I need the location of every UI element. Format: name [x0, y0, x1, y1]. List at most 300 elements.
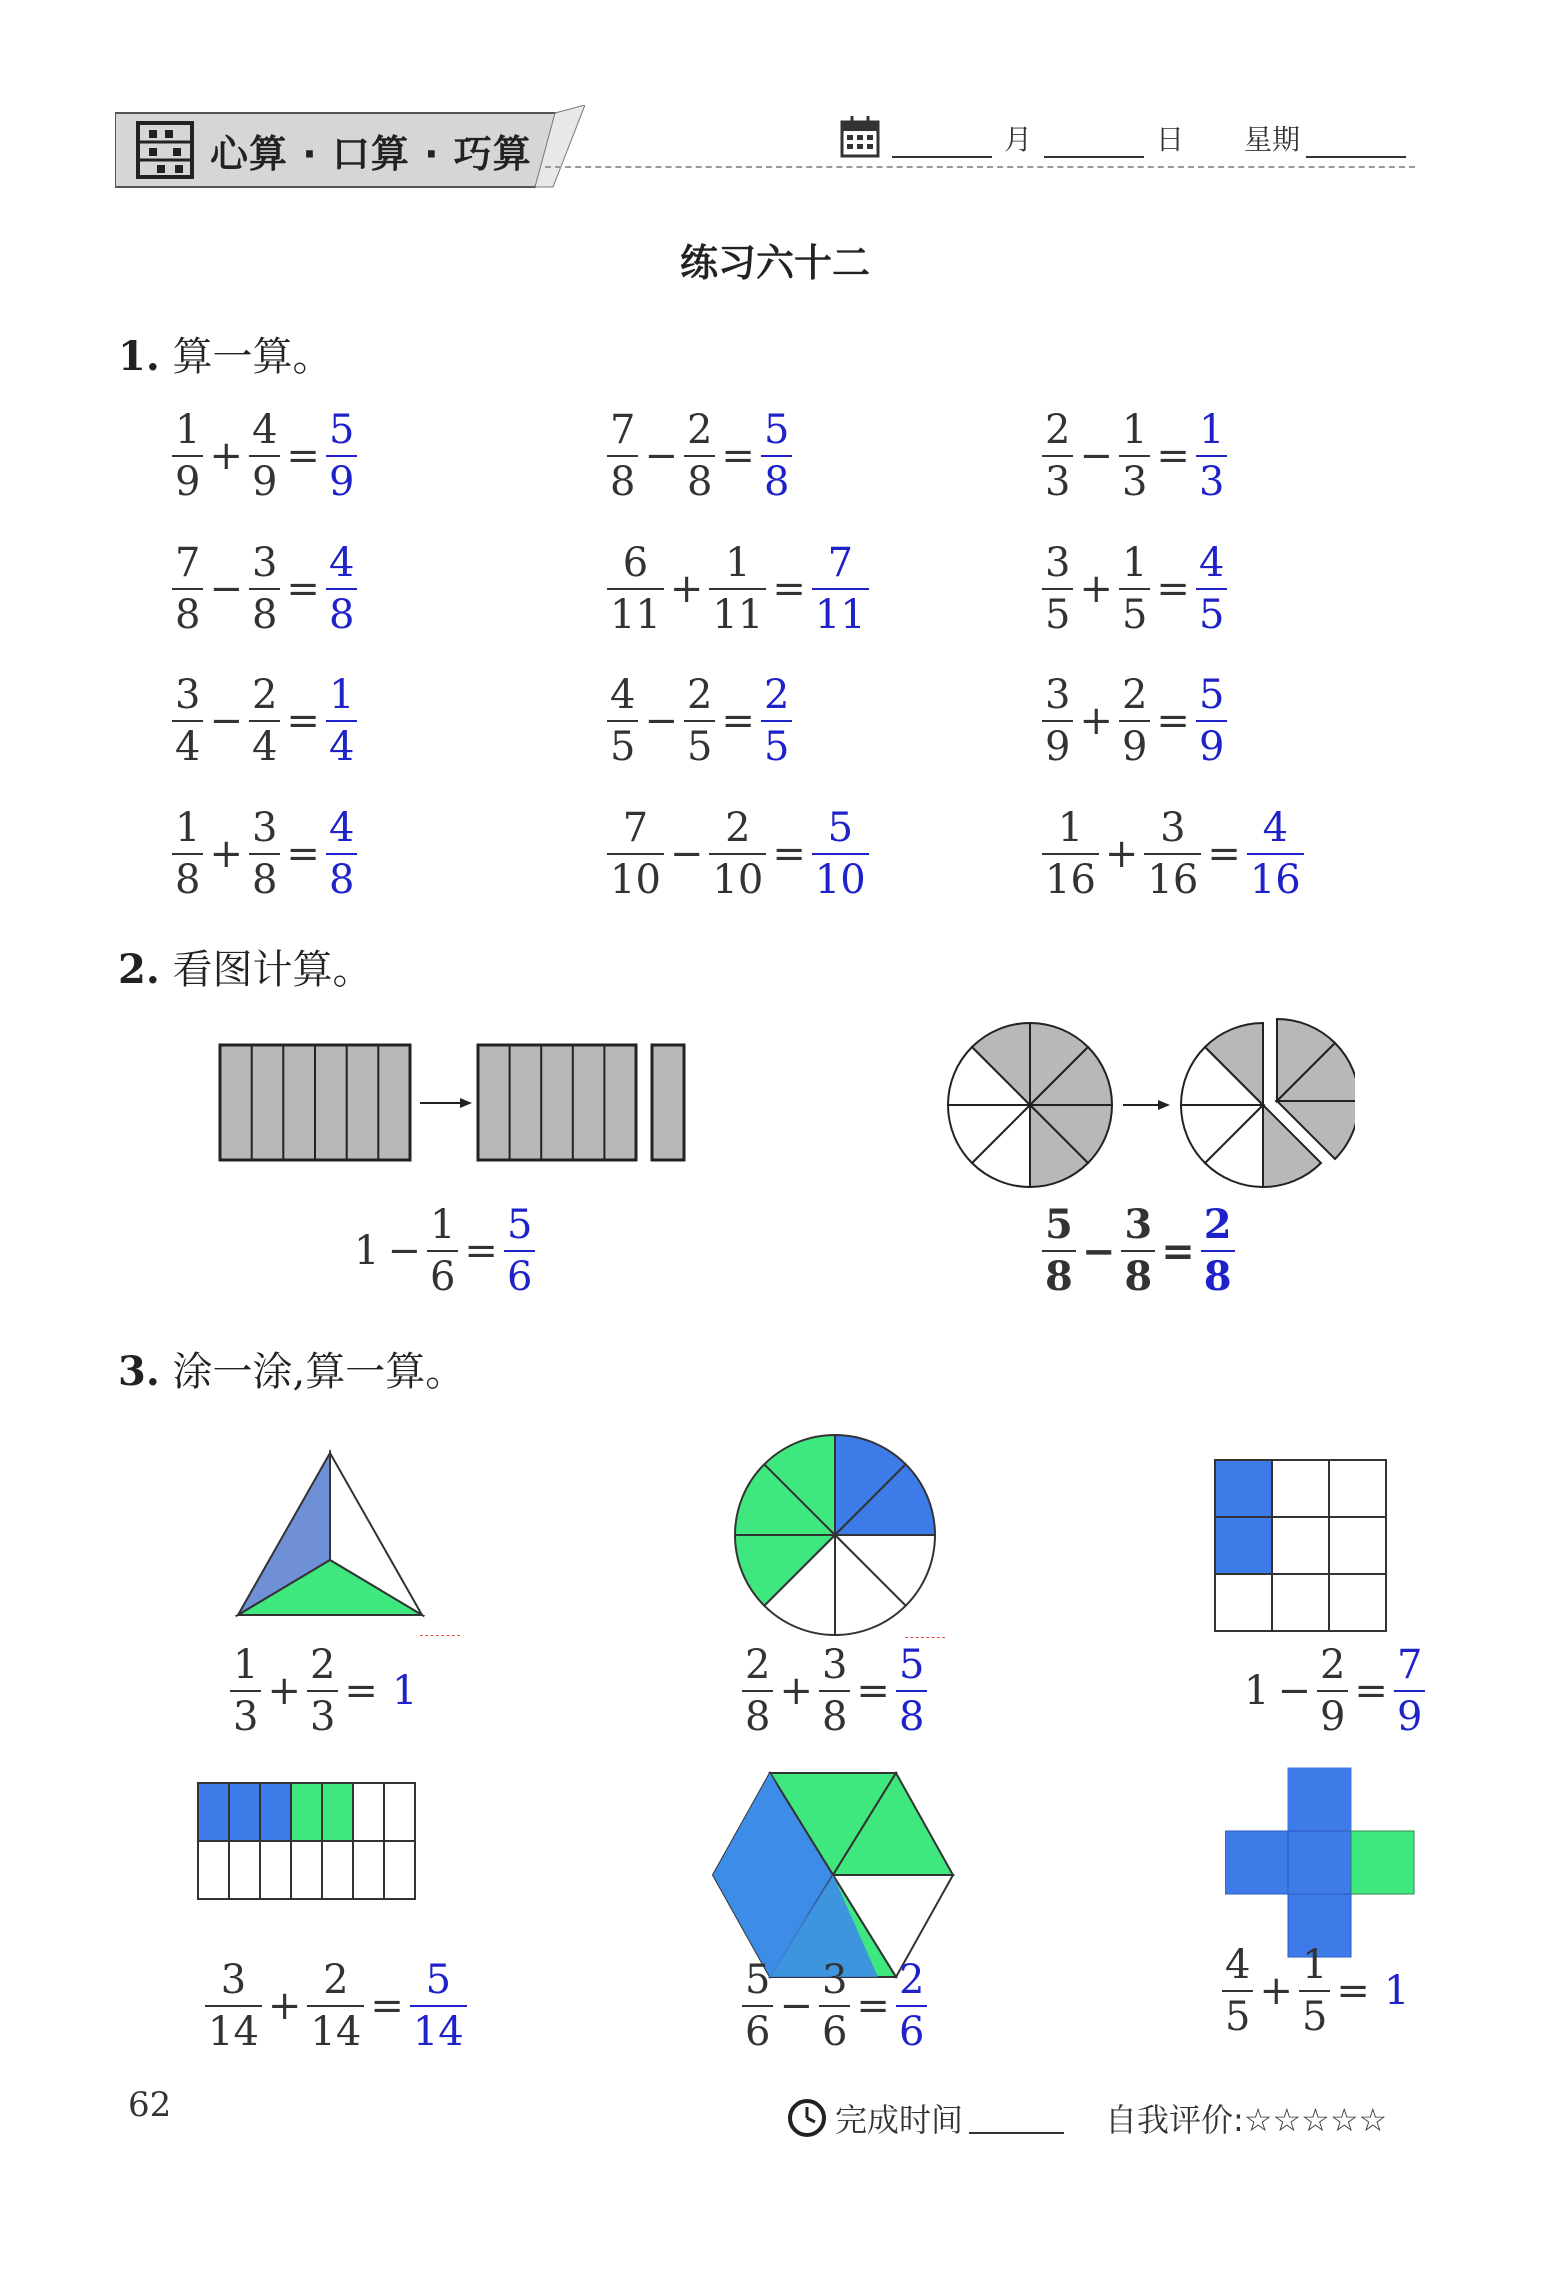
answer-fraction: [326, 540, 357, 638]
equals-sign: =: [286, 566, 320, 612]
fraction: [1042, 407, 1073, 505]
denominator: 8: [763, 459, 790, 505]
exercise-item: [605, 805, 871, 903]
fraction: [427, 1202, 458, 1300]
fraction-bar: [326, 853, 357, 855]
denominator: 9: [1198, 724, 1225, 770]
fraction: [607, 407, 638, 505]
equals-sign: =: [856, 1668, 890, 1714]
equals-sign: =: [1207, 831, 1241, 877]
numerator: 2: [898, 1957, 925, 2003]
exercise-item: [1040, 407, 1229, 505]
fraction-bar: [1042, 588, 1073, 590]
day-blank[interactable]: [1044, 120, 1144, 158]
exercise-item: [170, 407, 359, 505]
fraction: [819, 1642, 850, 1740]
answer-fraction: [761, 407, 792, 505]
triangle-thirds: [230, 1445, 430, 1625]
numerator: 7: [827, 540, 854, 586]
numerator: 1: [175, 805, 201, 851]
abacus-icon: [135, 120, 195, 180]
fraction-bar: [1119, 455, 1150, 457]
grid-cell: [353, 1841, 384, 1899]
section3-equation-5: [740, 1957, 929, 2055]
equals-sign: =: [856, 1983, 890, 2029]
time-blank[interactable]: [969, 2102, 1064, 2134]
equals-sign: =: [772, 831, 806, 877]
denominator: 9: [1121, 724, 1148, 770]
operator: +: [267, 1983, 302, 2029]
fraction-bar: [1196, 455, 1227, 457]
grid-cell: [322, 1841, 353, 1899]
fraction-bar: [812, 853, 869, 855]
denominator: 9: [328, 459, 355, 505]
exercise-item: [170, 805, 359, 903]
denominator: 6: [821, 2009, 848, 2055]
exercise-item: [1040, 672, 1229, 770]
fraction: [742, 1642, 773, 1740]
bar-five-sixths: [478, 1045, 636, 1160]
fraction-bar: [1144, 853, 1201, 855]
denominator: 4: [175, 724, 201, 770]
denominator: 14: [412, 2009, 464, 2055]
section3-equation-1: [228, 1642, 418, 1740]
numerator: 7: [1396, 1642, 1423, 1688]
denominator: 11: [814, 592, 866, 638]
numerator: 2: [763, 672, 790, 718]
denominator: 6: [429, 1254, 456, 1300]
denominator: 9: [1045, 724, 1071, 770]
fraction-bar: [307, 1690, 338, 1692]
section1-heading: [118, 325, 332, 382]
grid-cell: [291, 1841, 322, 1899]
fraction-bar: [1196, 720, 1227, 722]
exercise-item: [1040, 540, 1229, 638]
answer-fraction: [761, 672, 792, 770]
operator: +: [209, 831, 243, 877]
banner-title: 心算 · 口算 · 巧算: [210, 132, 532, 176]
fraction: [249, 805, 280, 903]
exercise-item: [170, 672, 359, 770]
denominator: 16: [1147, 857, 1199, 903]
equals-sign: =: [1156, 566, 1190, 612]
section2-number: 2.: [118, 946, 160, 993]
answer-fraction: [326, 805, 357, 903]
grid-cell: [260, 1841, 291, 1899]
answer-fraction: [812, 805, 869, 903]
operator: −: [1079, 433, 1113, 479]
denominator: 4: [251, 724, 278, 770]
page-title: 练习六十二: [679, 241, 870, 285]
page-number-text: 62: [128, 2085, 172, 2125]
exercise-item: [605, 407, 794, 505]
hexagon-sixths: [708, 1765, 958, 1980]
numerator: 2: [1319, 1642, 1346, 1688]
denominator: 9: [175, 459, 201, 505]
numerator: 5: [1198, 672, 1225, 718]
operator: −: [387, 1228, 421, 1274]
equals-sign: =: [1354, 1668, 1388, 1714]
fraction-bar: [1196, 588, 1227, 590]
fraction-bar: [742, 1690, 773, 1692]
equals-sign: =: [464, 1228, 498, 1274]
fraction: [1119, 407, 1150, 505]
numerator: 3: [251, 540, 278, 586]
fraction-bar: [607, 588, 664, 590]
fraction: [684, 672, 715, 770]
section3-heading: [118, 1340, 465, 1397]
numerator: 7: [622, 805, 649, 851]
star-rating[interactable]: ☆☆☆☆☆: [1243, 2101, 1388, 2139]
denominator: 3: [309, 1694, 336, 1740]
fraction: [230, 1642, 261, 1740]
operator: −: [779, 1983, 813, 2029]
fraction-bar: [427, 1250, 458, 1252]
denominator: 8: [745, 1694, 771, 1740]
fraction-bar: [819, 2005, 850, 2007]
numerator: 5: [328, 407, 355, 453]
clock-icon: [785, 2096, 829, 2140]
fraction: [1299, 1942, 1330, 2040]
fraction-bar: [896, 1690, 927, 1692]
fraction-bar: [1317, 1690, 1348, 1692]
equals-sign: =: [286, 831, 320, 877]
circle-shaded: [725, 1425, 945, 1645]
numerator: 5: [763, 407, 790, 453]
fraction-bar: [1394, 1690, 1425, 1692]
fraction-bar: [684, 720, 715, 722]
denominator: 8: [821, 1694, 848, 1740]
fraction-bar: [1299, 1990, 1330, 1992]
denominator: 9: [251, 459, 278, 505]
grid-cell: [1329, 1460, 1386, 1517]
grid-cell: [291, 1783, 322, 1841]
fraction: [307, 1957, 364, 2055]
denominator: 4: [328, 724, 355, 770]
numerator: 6: [622, 540, 649, 586]
numerator: 3: [821, 1957, 848, 2003]
fraction-bar: [307, 2005, 364, 2007]
fraction: [1317, 1642, 1348, 1740]
numerator: 3: [251, 805, 278, 851]
fraction-bar: [607, 455, 638, 457]
denominator: 10: [712, 857, 764, 903]
time-label: 完成时间: [835, 2101, 964, 2139]
fraction-bar: [230, 1690, 261, 1692]
fraction-bar: [326, 588, 357, 590]
cross-fifths: [1225, 1760, 1425, 1960]
fraction: [1042, 805, 1099, 903]
denominator: 8: [251, 592, 278, 638]
answer-value: 1: [1383, 1968, 1410, 2014]
numerator: 1: [429, 1202, 456, 1248]
denominator: 8: [175, 592, 201, 638]
grid-cell: [198, 1783, 229, 1841]
numerator: 1: [1121, 407, 1148, 453]
grid-cell: [384, 1841, 415, 1899]
numerator: 3: [175, 672, 201, 718]
section2-equation-right: [1040, 1201, 1237, 1300]
section3-equation-2: [740, 1642, 929, 1740]
answer-fraction: [326, 407, 357, 505]
exercise-item: [605, 672, 794, 770]
fraction: [249, 407, 280, 505]
denominator: 8: [328, 592, 355, 638]
self-evaluation: [1105, 2095, 1387, 2141]
answer-value: 1: [391, 1668, 418, 1714]
answer-fraction: [896, 1957, 927, 2055]
denominator: 8: [251, 857, 278, 903]
answer-fraction: [1201, 1201, 1235, 1300]
numerator: 1: [1121, 540, 1148, 586]
numerator: 3: [1045, 540, 1071, 586]
numerator: 2: [686, 672, 713, 718]
equals-sign: =: [344, 1668, 378, 1714]
fraction-bar: [172, 455, 203, 457]
grid-cell: [1272, 1460, 1329, 1517]
numerator: 2: [1203, 1201, 1232, 1248]
fraction: [1144, 805, 1201, 903]
day-label: 日: [1156, 123, 1185, 156]
operator: −: [1081, 1227, 1116, 1275]
fraction: [607, 540, 664, 638]
numerator: 5: [425, 1957, 452, 2003]
circle-diagram: [945, 1015, 1355, 1195]
operator: −: [209, 566, 243, 612]
grid-cell: [1272, 1517, 1329, 1574]
fraction: [307, 1642, 338, 1740]
denominator: 6: [506, 1254, 533, 1300]
numerator: 2: [1045, 407, 1071, 453]
grid-cell: [260, 1783, 291, 1841]
numerator: 5: [898, 1642, 925, 1688]
numerator: 1: [328, 672, 355, 718]
grid-cell: [229, 1783, 260, 1841]
equals-sign: =: [1156, 698, 1190, 744]
section3-equation-4: [203, 1957, 469, 2055]
answer-fraction: [1196, 672, 1227, 770]
fraction: [709, 805, 766, 903]
fraction-bar: [249, 853, 280, 855]
fraction: [742, 1957, 773, 2055]
fraction-bar: [1042, 455, 1073, 457]
denominator: 16: [1045, 857, 1096, 903]
denominator: 8: [686, 459, 713, 505]
fraction: [1119, 672, 1150, 770]
numerator: 4: [328, 540, 355, 586]
numerator: 2: [309, 1642, 336, 1688]
fraction-bar: [1201, 1250, 1235, 1252]
exercise-item: [605, 540, 871, 638]
fraction: [205, 1957, 262, 2055]
denominator: 5: [1225, 1994, 1251, 2040]
fraction-bar: [326, 720, 357, 722]
section3-equation-3: [1240, 1642, 1427, 1740]
date-fields: [840, 108, 1406, 158]
operator: −: [1277, 1668, 1311, 1714]
numerator: 4: [1262, 805, 1289, 851]
section2-equation-left: [350, 1202, 537, 1300]
grid-cell: [1215, 1460, 1272, 1517]
grid-cell: [384, 1783, 415, 1841]
denominator: 8: [610, 459, 636, 505]
month-blank[interactable]: [892, 120, 992, 158]
grid-cell: [353, 1783, 384, 1841]
fraction-bar: [607, 720, 638, 722]
operator: +: [267, 1668, 301, 1714]
answer-fraction: [1196, 540, 1227, 638]
denominator: 10: [610, 857, 661, 903]
denominator: 9: [1396, 1694, 1423, 1740]
fraction-bar: [1042, 720, 1073, 722]
numerator: 3: [1124, 1201, 1153, 1248]
numerator: 3: [1045, 672, 1071, 718]
section2-label: 看图计算。: [172, 947, 373, 993]
numerator: 3: [821, 1642, 848, 1688]
equals-sign: =: [286, 698, 320, 744]
fraction-bar: [172, 720, 203, 722]
operator: −: [644, 433, 678, 479]
equals-sign: =: [772, 566, 806, 612]
answer-fraction: [326, 672, 357, 770]
fraction-bar: [410, 2005, 467, 2007]
denominator: 5: [1301, 1994, 1328, 2040]
fraction-bar: [1042, 853, 1099, 855]
exercise-item: [170, 540, 359, 638]
denominator: 5: [763, 724, 790, 770]
numerator: 7: [175, 540, 201, 586]
grid-cell: [1215, 1574, 1272, 1631]
fraction-bar: [812, 588, 869, 590]
fraction: [684, 407, 715, 505]
numerator: 1: [1301, 1942, 1328, 1988]
denominator: 14: [310, 2009, 362, 2055]
section1-label: 算一算。: [172, 334, 333, 380]
fraction: [172, 540, 203, 638]
numerator: 5: [506, 1202, 533, 1248]
operator: +: [1079, 566, 1113, 612]
weekday-blank[interactable]: [1306, 120, 1406, 158]
fraction-bar: [172, 853, 203, 855]
denominator: 5: [610, 724, 636, 770]
numerator: 2: [1121, 672, 1148, 718]
fraction-bar: [761, 720, 792, 722]
fraction-bar: [1247, 853, 1304, 855]
answer-fraction: [812, 540, 869, 638]
denominator: 10: [814, 857, 866, 903]
fraction-bar: [249, 588, 280, 590]
grid-ninths: [1210, 1455, 1390, 1635]
numerator: 5: [745, 1957, 771, 2003]
fraction: [1222, 1942, 1253, 2040]
fraction-bar: [1119, 720, 1150, 722]
bar-one-sixth: [652, 1045, 684, 1160]
denominator: 3: [1045, 459, 1071, 505]
denominator: 6: [898, 2009, 925, 2055]
numerator: 5: [827, 805, 854, 851]
denominator: 5: [686, 724, 713, 770]
numerator: 5: [1045, 1201, 1073, 1248]
whole-number: 1: [1244, 1668, 1270, 1714]
completion-time: [785, 2095, 1064, 2141]
fraction: [249, 540, 280, 638]
denominator: 11: [712, 592, 764, 638]
operator: −: [209, 698, 243, 744]
numerator: 1: [233, 1642, 259, 1688]
circle-eighths-split: [1181, 1019, 1355, 1187]
fraction-bar: [205, 2005, 262, 2007]
equals-sign: =: [1161, 1227, 1195, 1275]
grid-cell: [1272, 1574, 1329, 1631]
answer-fraction: [896, 1642, 927, 1740]
numerator: 1: [725, 540, 751, 586]
fraction: [1121, 1201, 1155, 1300]
numerator: 2: [725, 805, 751, 851]
weekday-label: 星期: [1244, 123, 1301, 156]
numerator: 2: [745, 1642, 771, 1688]
equals-sign: =: [1336, 1968, 1370, 2014]
operator: −: [669, 831, 704, 877]
fraction-bar: [709, 853, 766, 855]
equals-sign: =: [721, 698, 755, 744]
page-number: [128, 2085, 171, 2125]
fraction-bar: [709, 588, 766, 590]
section1-number: 1.: [118, 333, 160, 380]
fraction-bar: [249, 455, 280, 457]
dotted-mark: [905, 1637, 945, 1638]
fraction-bar: [1121, 1250, 1155, 1252]
eval-label: 自我评价:: [1105, 2101, 1244, 2139]
grid-cell: [198, 1841, 229, 1899]
equals-sign: =: [286, 433, 320, 479]
fraction-bar: [249, 720, 280, 722]
fraction-bar: [1119, 588, 1150, 590]
numerator: 1: [1198, 407, 1225, 453]
grid-fourteenths: [193, 1778, 423, 1903]
numerator: 2: [323, 1957, 349, 2003]
section3-equation-6: [1220, 1942, 1410, 2040]
grid-cell: [1329, 1517, 1386, 1574]
fraction-bar: [1222, 1990, 1253, 1992]
fraction: [172, 672, 203, 770]
fraction: [1042, 1201, 1076, 1300]
operator: +: [669, 566, 704, 612]
grid-cell: [1215, 1517, 1272, 1574]
answer-fraction: [1394, 1642, 1425, 1740]
denominator: 11: [610, 592, 661, 638]
bar-whole: [220, 1045, 410, 1160]
numerator: 4: [251, 407, 278, 453]
operator: +: [1259, 1968, 1293, 2014]
numerator: 1: [175, 407, 201, 453]
denominator: 5: [1121, 592, 1148, 638]
grid-cell: [322, 1783, 353, 1841]
denominator: 8: [1124, 1253, 1153, 1300]
numerator: 4: [1225, 1942, 1251, 1988]
grid-cell: [1329, 1574, 1386, 1631]
denominator: 3: [233, 1694, 259, 1740]
numerator: 3: [1160, 805, 1186, 851]
numerator: 4: [610, 672, 636, 718]
fraction-bar: [607, 853, 664, 855]
fraction: [607, 672, 638, 770]
denominator: 5: [1198, 592, 1225, 638]
denominator: 14: [208, 2009, 259, 2055]
circle-eighths: [948, 1023, 1112, 1187]
answer-fraction: [504, 1202, 535, 1300]
fraction-bar: [172, 588, 203, 590]
fraction: [172, 805, 203, 903]
